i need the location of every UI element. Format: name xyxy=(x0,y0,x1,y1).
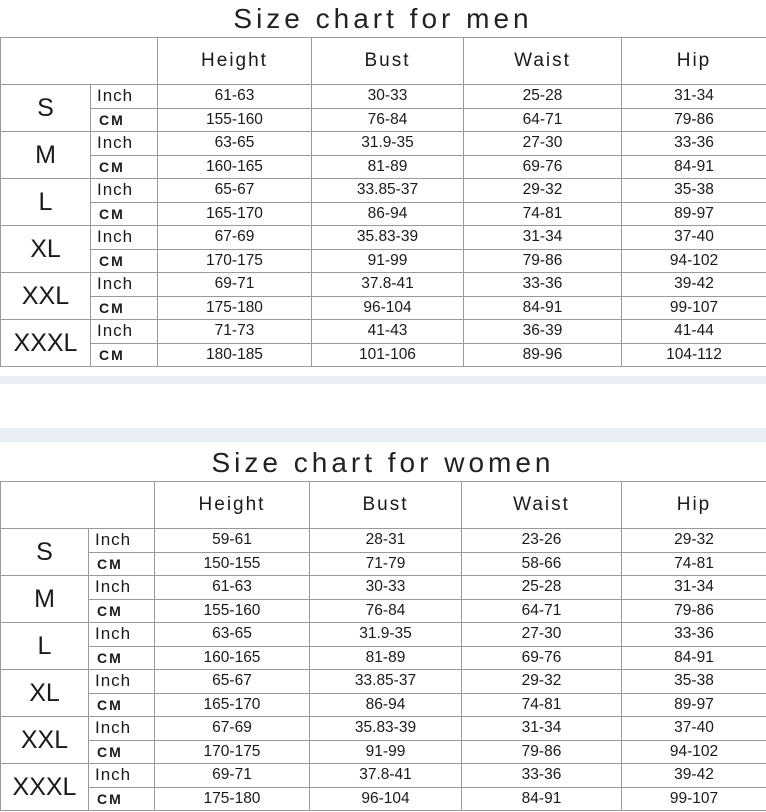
size-label: XXL xyxy=(1,273,91,320)
measurement-cell: 31.9-35 xyxy=(312,132,464,156)
measurement-cell: 29-32 xyxy=(462,670,622,694)
unit-label: Inch xyxy=(89,764,155,788)
measurement-cell: 61-63 xyxy=(158,85,312,109)
measurement-cell: 63-65 xyxy=(158,132,312,156)
measurement-cell: 41-44 xyxy=(622,320,766,344)
unit-label: CM xyxy=(89,646,155,670)
measurement-cell: 63-65 xyxy=(155,623,310,647)
measurement-cell: 27-30 xyxy=(464,132,622,156)
measurement-cell: 175-180 xyxy=(158,296,312,320)
measurement-cell: 69-71 xyxy=(155,764,310,788)
measurement-cell: 35.83-39 xyxy=(312,226,464,250)
measurement-cell: 33-36 xyxy=(622,623,766,647)
table-row xyxy=(1,787,766,811)
measurement-cell: 61-63 xyxy=(155,576,310,600)
measurement-cell: 91-99 xyxy=(310,740,462,764)
table-row xyxy=(1,343,766,367)
measurement-cell: 99-107 xyxy=(622,787,766,811)
unit-label: Inch xyxy=(91,320,158,344)
measurement-cell: 71-73 xyxy=(158,320,312,344)
table-row xyxy=(1,764,766,788)
measurement-cell: 170-175 xyxy=(155,740,310,764)
measurement-cell: 33-36 xyxy=(622,132,766,156)
unit-label: Inch xyxy=(89,717,155,741)
measurement-cell: 65-67 xyxy=(155,670,310,694)
table-row xyxy=(1,646,766,670)
size-label: L xyxy=(1,623,89,670)
table-row xyxy=(1,693,766,717)
table-body xyxy=(1,85,766,367)
table-row xyxy=(1,599,766,623)
measurement-cell: 94-102 xyxy=(622,740,766,764)
unit-label: CM xyxy=(91,343,158,367)
table-row xyxy=(1,273,766,297)
measurement-cell: 81-89 xyxy=(310,646,462,670)
unit-label: CM xyxy=(89,552,155,576)
measurement-cell: 99-107 xyxy=(622,296,766,320)
size-label: XXL xyxy=(1,717,89,764)
measurement-cell: 28-31 xyxy=(310,529,462,553)
size-label: M xyxy=(1,576,89,623)
corner-cell xyxy=(1,482,155,529)
measurement-cell: 104-112 xyxy=(622,343,766,367)
measurement-cell: 150-155 xyxy=(155,552,310,576)
size-label: M xyxy=(1,132,91,179)
unit-label: Inch xyxy=(91,273,158,297)
measurement-cell: 37-40 xyxy=(622,226,766,250)
size-label: S xyxy=(1,529,89,576)
measurement-cell: 67-69 xyxy=(155,717,310,741)
measurement-cell: 33-36 xyxy=(464,273,622,297)
measurement-cell: 30-33 xyxy=(310,576,462,600)
measurement-cell: 33-36 xyxy=(462,764,622,788)
measurement-cell: 37-40 xyxy=(622,717,766,741)
measurement-cell: 30-33 xyxy=(312,85,464,109)
measurement-cell: 74-81 xyxy=(622,552,766,576)
measurement-cell: 79-86 xyxy=(462,740,622,764)
measurement-cell: 69-71 xyxy=(158,273,312,297)
unit-label: CM xyxy=(91,296,158,320)
measurement-cell: 79-86 xyxy=(464,249,622,273)
measurement-cell: 76-84 xyxy=(312,108,464,132)
table-row xyxy=(1,717,766,741)
unit-label: Inch xyxy=(89,670,155,694)
measurement-cell: 76-84 xyxy=(310,599,462,623)
measurement-cell: 36-39 xyxy=(464,320,622,344)
measurement-cell: 35-38 xyxy=(622,179,766,203)
chart-title: Size chart for men xyxy=(233,3,533,34)
column-header: Waist xyxy=(464,38,622,85)
measurement-cell: 86-94 xyxy=(310,693,462,717)
measurement-cell: 39-42 xyxy=(622,273,766,297)
measurement-cell: 165-170 xyxy=(158,202,312,226)
measurement-cell: 69-76 xyxy=(462,646,622,670)
unit-label: CM xyxy=(89,693,155,717)
measurement-cell: 175-180 xyxy=(155,787,310,811)
measurement-cell: 81-89 xyxy=(312,155,464,179)
measurement-cell: 35.83-39 xyxy=(310,717,462,741)
unit-label: CM xyxy=(91,108,158,132)
measurement-cell: 89-97 xyxy=(622,202,766,226)
measurement-cell: 89-97 xyxy=(622,693,766,717)
chart-title: Size chart for women xyxy=(211,447,555,478)
table-row xyxy=(1,552,766,576)
header-row xyxy=(1,482,766,529)
measurement-cell: 59-61 xyxy=(155,529,310,553)
unit-label: CM xyxy=(91,202,158,226)
women-size-chart xyxy=(0,444,766,811)
column-header: Hip xyxy=(622,38,766,85)
unit-label: CM xyxy=(89,599,155,623)
size-label: XL xyxy=(1,670,89,717)
measurement-cell: 84-91 xyxy=(464,296,622,320)
measurement-cell: 64-71 xyxy=(462,599,622,623)
table-row xyxy=(1,296,766,320)
measurement-cell: 96-104 xyxy=(310,787,462,811)
measurement-cell: 86-94 xyxy=(312,202,464,226)
measurement-cell: 58-66 xyxy=(462,552,622,576)
unit-label: Inch xyxy=(91,226,158,250)
measurement-cell: 39-42 xyxy=(622,764,766,788)
table-row xyxy=(1,108,766,132)
measurement-cell: 37.8-41 xyxy=(312,273,464,297)
measurement-cell: 84-91 xyxy=(622,646,766,670)
size-label: L xyxy=(1,179,91,226)
table-row xyxy=(1,132,766,156)
measurement-cell: 155-160 xyxy=(158,108,312,132)
unit-label: CM xyxy=(89,787,155,811)
size-table xyxy=(0,481,766,811)
measurement-cell: 71-79 xyxy=(310,552,462,576)
measurement-cell: 33.85-37 xyxy=(310,670,462,694)
header-row xyxy=(1,38,766,85)
measurement-cell: 64-71 xyxy=(464,108,622,132)
table-row xyxy=(1,670,766,694)
size-label: XXXL xyxy=(1,320,91,367)
measurement-cell: 31-34 xyxy=(622,576,766,600)
table-row xyxy=(1,320,766,344)
measurement-cell: 74-81 xyxy=(462,693,622,717)
column-header: Hip xyxy=(622,482,766,529)
measurement-cell: 65-67 xyxy=(158,179,312,203)
measurement-cell: 91-99 xyxy=(312,249,464,273)
unit-label: CM xyxy=(89,740,155,764)
corner-cell xyxy=(1,38,158,85)
measurement-cell: 23-26 xyxy=(462,529,622,553)
table-row xyxy=(1,740,766,764)
table-row xyxy=(1,226,766,250)
size-label: XXXL xyxy=(1,764,89,811)
table-row xyxy=(1,155,766,179)
separator-band xyxy=(0,428,766,442)
column-header: Waist xyxy=(462,482,622,529)
measurement-cell: 31-34 xyxy=(464,226,622,250)
measurement-cell: 31-34 xyxy=(622,85,766,109)
unit-label: CM xyxy=(91,155,158,179)
unit-label: Inch xyxy=(91,132,158,156)
unit-label: Inch xyxy=(91,179,158,203)
size-label: S xyxy=(1,85,91,132)
measurement-cell: 79-86 xyxy=(622,108,766,132)
measurement-cell: 25-28 xyxy=(464,85,622,109)
table-row xyxy=(1,623,766,647)
men-size-chart xyxy=(0,0,766,367)
measurement-cell: 41-43 xyxy=(312,320,464,344)
unit-label: Inch xyxy=(91,85,158,109)
measurement-cell: 101-106 xyxy=(312,343,464,367)
measurement-cell: 37.8-41 xyxy=(310,764,462,788)
size-label: XL xyxy=(1,226,91,273)
measurement-cell: 29-32 xyxy=(464,179,622,203)
measurement-cell: 170-175 xyxy=(158,249,312,273)
unit-label: Inch xyxy=(89,623,155,647)
measurement-cell: 160-165 xyxy=(155,646,310,670)
separator-band xyxy=(0,376,766,384)
measurement-cell: 89-96 xyxy=(464,343,622,367)
measurement-cell: 69-76 xyxy=(464,155,622,179)
table-row xyxy=(1,85,766,109)
measurement-cell: 67-69 xyxy=(158,226,312,250)
unit-label: Inch xyxy=(89,529,155,553)
column-header: Bust xyxy=(310,482,462,529)
measurement-cell: 155-160 xyxy=(155,599,310,623)
measurement-cell: 29-32 xyxy=(622,529,766,553)
measurement-cell: 74-81 xyxy=(464,202,622,226)
table-row xyxy=(1,576,766,600)
measurement-cell: 31.9-35 xyxy=(310,623,462,647)
column-header: Height xyxy=(158,38,312,85)
column-header: Height xyxy=(155,482,310,529)
measurement-cell: 160-165 xyxy=(158,155,312,179)
table-row xyxy=(1,249,766,273)
measurement-cell: 79-86 xyxy=(622,599,766,623)
unit-label: CM xyxy=(91,249,158,273)
measurement-cell: 31-34 xyxy=(462,717,622,741)
unit-label: Inch xyxy=(89,576,155,600)
table-body xyxy=(1,529,766,811)
measurement-cell: 165-170 xyxy=(155,693,310,717)
measurement-cell: 35-38 xyxy=(622,670,766,694)
measurement-cell: 84-91 xyxy=(462,787,622,811)
table-row xyxy=(1,529,766,553)
size-table xyxy=(0,37,766,367)
measurement-cell: 25-28 xyxy=(462,576,622,600)
measurement-cell: 27-30 xyxy=(462,623,622,647)
measurement-cell: 94-102 xyxy=(622,249,766,273)
table-row xyxy=(1,179,766,203)
table-row xyxy=(1,202,766,226)
measurement-cell: 33.85-37 xyxy=(312,179,464,203)
column-header: Bust xyxy=(312,38,464,85)
measurement-cell: 84-91 xyxy=(622,155,766,179)
measurement-cell: 180-185 xyxy=(158,343,312,367)
measurement-cell: 96-104 xyxy=(312,296,464,320)
